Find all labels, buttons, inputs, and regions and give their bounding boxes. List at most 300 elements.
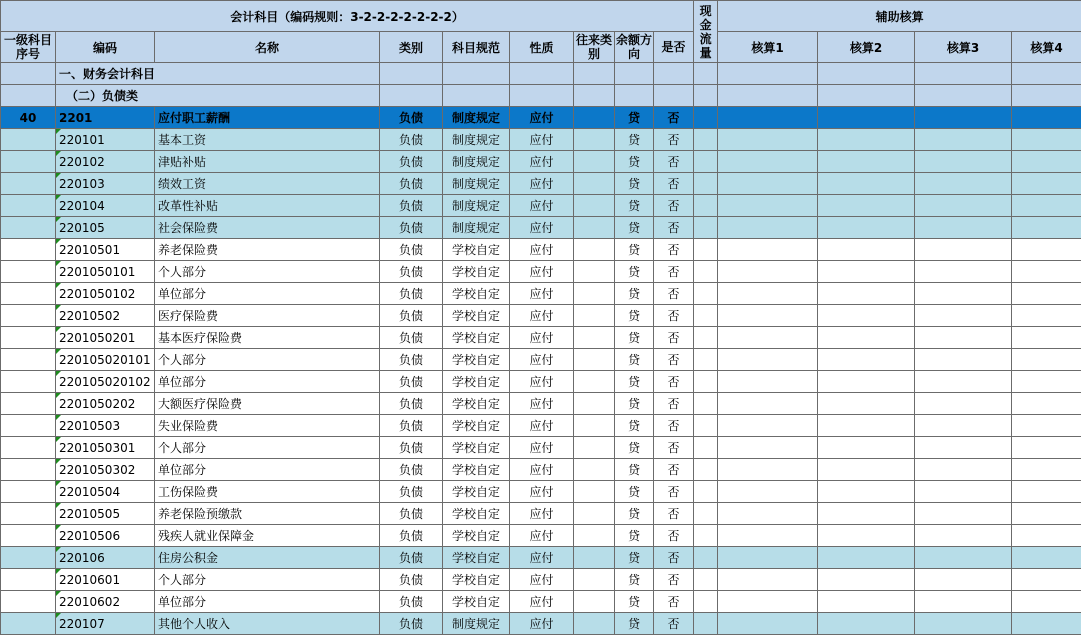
rule-cell[interactable]: 制度规定 xyxy=(443,613,510,635)
balance-direction-cell[interactable]: 贷 xyxy=(615,547,654,569)
acc3-cell[interactable] xyxy=(915,591,1012,613)
contact-cell[interactable] xyxy=(574,239,615,261)
contact-cell[interactable] xyxy=(574,503,615,525)
table-row[interactable] xyxy=(1,239,1081,261)
rule-cell[interactable]: 学校自定 xyxy=(443,525,510,547)
level1-no-cell[interactable] xyxy=(1,569,56,591)
code-cell[interactable]: 2201050301 xyxy=(56,437,155,459)
acc2-cell[interactable] xyxy=(818,283,915,305)
name-cell[interactable]: 津贴补贴 xyxy=(155,151,380,173)
name-cell[interactable]: 失业保险费 xyxy=(155,415,380,437)
nature-cell[interactable]: 应付 xyxy=(510,349,574,371)
acc3-cell[interactable] xyxy=(915,173,1012,195)
rule-cell[interactable]: 制度规定 xyxy=(443,195,510,217)
name-cell[interactable]: 残疾人就业保障金 xyxy=(155,525,380,547)
category-cell[interactable]: 负债 xyxy=(380,151,443,173)
category-cell[interactable]: 负债 xyxy=(380,525,443,547)
level1-no-cell[interactable]: 40 xyxy=(1,107,56,129)
yes-no-cell[interactable] xyxy=(694,569,718,591)
rule-cell[interactable]: 学校自定 xyxy=(443,547,510,569)
cash-flow-cell[interactable]: 否 xyxy=(654,503,694,525)
cash-flow-cell[interactable]: 否 xyxy=(654,437,694,459)
cash-flow-cell[interactable]: 否 xyxy=(654,129,694,151)
name-cell[interactable]: 大额医疗保险费 xyxy=(155,393,380,415)
balance-direction-cell[interactable]: 贷 xyxy=(615,437,654,459)
nature-cell[interactable]: 应付 xyxy=(510,437,574,459)
acc3-cell[interactable] xyxy=(915,195,1012,217)
level1-no-cell[interactable] xyxy=(1,129,56,151)
yes-no-cell[interactable] xyxy=(694,349,718,371)
level1-no-cell[interactable] xyxy=(1,261,56,283)
cash-flow-cell[interactable]: 否 xyxy=(654,327,694,349)
acc3-cell[interactable] xyxy=(915,393,1012,415)
name-cell[interactable]: 绩效工资 xyxy=(155,173,380,195)
rule-cell[interactable]: 制度规定 xyxy=(443,107,510,129)
level1-no-cell[interactable] xyxy=(1,239,56,261)
level1-no-cell[interactable] xyxy=(1,371,56,393)
name-cell[interactable]: 单位部分 xyxy=(155,371,380,393)
code-cell[interactable]: 220105 xyxy=(56,217,155,239)
nature-cell[interactable]: 应付 xyxy=(510,129,574,151)
balance-direction-cell[interactable]: 贷 xyxy=(615,173,654,195)
cash-flow-cell[interactable]: 否 xyxy=(654,261,694,283)
acc2-cell[interactable] xyxy=(818,371,915,393)
level1-no-cell[interactable] xyxy=(1,503,56,525)
table-row[interactable] xyxy=(1,415,1081,437)
cash-flow-cell[interactable]: 否 xyxy=(654,525,694,547)
contact-cell[interactable] xyxy=(574,371,615,393)
name-cell[interactable]: 个人部分 xyxy=(155,349,380,371)
acc3-cell[interactable] xyxy=(915,283,1012,305)
yes-no-cell[interactable] xyxy=(694,151,718,173)
rule-cell[interactable]: 学校自定 xyxy=(443,569,510,591)
category-cell[interactable]: 负债 xyxy=(380,107,443,129)
yes-no-cell[interactable] xyxy=(694,173,718,195)
name-cell[interactable]: 社会保险费 xyxy=(155,217,380,239)
level1-no-cell[interactable] xyxy=(1,591,56,613)
acc4-cell[interactable] xyxy=(1012,371,1081,393)
code-cell[interactable]: 2201 xyxy=(56,107,155,129)
yes-no-cell[interactable] xyxy=(694,195,718,217)
acc4-cell[interactable] xyxy=(1012,129,1081,151)
nature-cell[interactable]: 应付 xyxy=(510,327,574,349)
acc1-cell[interactable] xyxy=(718,305,818,327)
contact-cell[interactable] xyxy=(574,591,615,613)
acc4-cell[interactable] xyxy=(1012,481,1081,503)
balance-direction-cell[interactable]: 贷 xyxy=(615,107,654,129)
code-cell[interactable]: 2201050201 xyxy=(56,327,155,349)
nature-cell[interactable]: 应付 xyxy=(510,107,574,129)
cash-flow-cell[interactable]: 否 xyxy=(654,107,694,129)
balance-direction-cell[interactable]: 贷 xyxy=(615,217,654,239)
level1-no-cell[interactable] xyxy=(1,459,56,481)
code-cell[interactable]: 220107 xyxy=(56,613,155,635)
acc1-cell[interactable] xyxy=(718,239,818,261)
acc1-cell[interactable] xyxy=(718,261,818,283)
contact-cell[interactable] xyxy=(574,173,615,195)
name-cell[interactable]: 个人部分 xyxy=(155,437,380,459)
contact-cell[interactable] xyxy=(574,481,615,503)
cash-flow-cell[interactable]: 否 xyxy=(654,283,694,305)
category-cell[interactable]: 负债 xyxy=(380,459,443,481)
code-cell[interactable]: 220101 xyxy=(56,129,155,151)
category-cell[interactable]: 负债 xyxy=(380,129,443,151)
name-cell[interactable]: 单位部分 xyxy=(155,591,380,613)
acc3-cell[interactable] xyxy=(915,415,1012,437)
acc1-cell[interactable] xyxy=(718,525,818,547)
acc2-cell[interactable] xyxy=(818,129,915,151)
name-cell[interactable]: 基本工资 xyxy=(155,129,380,151)
table-row[interactable] xyxy=(1,525,1081,547)
acc2-cell[interactable] xyxy=(818,503,915,525)
level1-no-cell[interactable] xyxy=(1,173,56,195)
category-cell[interactable]: 负债 xyxy=(380,305,443,327)
acc4-cell[interactable] xyxy=(1012,459,1081,481)
contact-cell[interactable] xyxy=(574,261,615,283)
acc1-cell[interactable] xyxy=(718,349,818,371)
nature-cell[interactable]: 应付 xyxy=(510,239,574,261)
acc1-cell[interactable] xyxy=(718,173,818,195)
code-cell[interactable]: 220104 xyxy=(56,195,155,217)
table-row[interactable] xyxy=(1,547,1081,569)
acc2-cell[interactable] xyxy=(818,547,915,569)
name-cell[interactable]: 医疗保险费 xyxy=(155,305,380,327)
category-cell[interactable]: 负债 xyxy=(380,371,443,393)
nature-cell[interactable]: 应付 xyxy=(510,569,574,591)
level1-no-cell[interactable] xyxy=(1,547,56,569)
category-cell[interactable]: 负债 xyxy=(380,481,443,503)
category-cell[interactable]: 负债 xyxy=(380,217,443,239)
nature-cell[interactable]: 应付 xyxy=(510,371,574,393)
balance-direction-cell[interactable]: 贷 xyxy=(615,415,654,437)
acc4-cell[interactable] xyxy=(1012,151,1081,173)
category-cell[interactable]: 负债 xyxy=(380,503,443,525)
balance-direction-cell[interactable]: 贷 xyxy=(615,393,654,415)
table-row[interactable] xyxy=(1,327,1081,349)
balance-direction-cell[interactable]: 贷 xyxy=(615,129,654,151)
acc4-cell[interactable] xyxy=(1012,613,1081,635)
level1-no-cell[interactable] xyxy=(1,437,56,459)
balance-direction-cell[interactable]: 贷 xyxy=(615,327,654,349)
yes-no-cell[interactable] xyxy=(694,591,718,613)
contact-cell[interactable] xyxy=(574,129,615,151)
acc3-cell[interactable] xyxy=(915,481,1012,503)
contact-cell[interactable] xyxy=(574,151,615,173)
level1-no-cell[interactable] xyxy=(1,217,56,239)
category-cell[interactable]: 负债 xyxy=(380,415,443,437)
category-cell[interactable]: 负债 xyxy=(380,569,443,591)
table-row[interactable] xyxy=(1,371,1081,393)
contact-cell[interactable] xyxy=(574,349,615,371)
cash-flow-cell[interactable]: 否 xyxy=(654,195,694,217)
nature-cell[interactable]: 应付 xyxy=(510,393,574,415)
cash-flow-cell[interactable]: 否 xyxy=(654,173,694,195)
acc1-cell[interactable] xyxy=(718,283,818,305)
acc1-cell[interactable] xyxy=(718,129,818,151)
contact-cell[interactable] xyxy=(574,415,615,437)
nature-cell[interactable]: 应付 xyxy=(510,151,574,173)
rule-cell[interactable]: 学校自定 xyxy=(443,239,510,261)
name-cell[interactable]: 个人部分 xyxy=(155,569,380,591)
table-row[interactable] xyxy=(1,503,1081,525)
name-cell[interactable]: 应付职工薪酬 xyxy=(155,107,380,129)
rule-cell[interactable]: 学校自定 xyxy=(443,261,510,283)
nature-cell[interactable]: 应付 xyxy=(510,261,574,283)
code-cell[interactable]: 22010505 xyxy=(56,503,155,525)
acc4-cell[interactable] xyxy=(1012,107,1081,129)
cash-flow-cell[interactable]: 否 xyxy=(654,217,694,239)
acc2-cell[interactable] xyxy=(818,393,915,415)
contact-cell[interactable] xyxy=(574,613,615,635)
category-cell[interactable]: 负债 xyxy=(380,173,443,195)
table-row[interactable] xyxy=(1,437,1081,459)
code-cell[interactable]: 220105020102 xyxy=(56,371,155,393)
cash-flow-cell[interactable]: 否 xyxy=(654,547,694,569)
acc2-cell[interactable] xyxy=(818,481,915,503)
category-cell[interactable]: 负债 xyxy=(380,349,443,371)
nature-cell[interactable]: 应付 xyxy=(510,547,574,569)
yes-no-cell[interactable] xyxy=(694,503,718,525)
code-cell[interactable]: 22010602 xyxy=(56,591,155,613)
yes-no-cell[interactable] xyxy=(694,239,718,261)
cash-flow-cell[interactable]: 否 xyxy=(654,239,694,261)
contact-cell[interactable] xyxy=(574,107,615,129)
rule-cell[interactable]: 学校自定 xyxy=(443,305,510,327)
yes-no-cell[interactable] xyxy=(694,327,718,349)
acc3-cell[interactable] xyxy=(915,349,1012,371)
yes-no-cell[interactable] xyxy=(694,525,718,547)
balance-direction-cell[interactable]: 贷 xyxy=(615,613,654,635)
acc2-cell[interactable] xyxy=(818,349,915,371)
level1-no-cell[interactable] xyxy=(1,393,56,415)
category-cell[interactable]: 负债 xyxy=(380,393,443,415)
acc3-cell[interactable] xyxy=(915,261,1012,283)
nature-cell[interactable]: 应付 xyxy=(510,415,574,437)
acc3-cell[interactable] xyxy=(915,459,1012,481)
level1-no-cell[interactable] xyxy=(1,151,56,173)
acc1-cell[interactable] xyxy=(718,481,818,503)
acc1-cell[interactable] xyxy=(718,591,818,613)
acc3-cell[interactable] xyxy=(915,525,1012,547)
balance-direction-cell[interactable]: 贷 xyxy=(615,459,654,481)
rule-cell[interactable]: 学校自定 xyxy=(443,283,510,305)
rule-cell[interactable]: 学校自定 xyxy=(443,459,510,481)
table-row[interactable] xyxy=(1,217,1081,239)
cash-flow-cell[interactable]: 否 xyxy=(654,613,694,635)
acc4-cell[interactable] xyxy=(1012,525,1081,547)
name-cell[interactable]: 单位部分 xyxy=(155,459,380,481)
acc3-cell[interactable] xyxy=(915,107,1012,129)
rule-cell[interactable]: 学校自定 xyxy=(443,371,510,393)
table-row[interactable] xyxy=(1,151,1081,173)
name-cell[interactable]: 改革性补贴 xyxy=(155,195,380,217)
rule-cell[interactable]: 学校自定 xyxy=(443,349,510,371)
acc2-cell[interactable] xyxy=(818,151,915,173)
category-cell[interactable]: 负债 xyxy=(380,239,443,261)
acc3-cell[interactable] xyxy=(915,217,1012,239)
table-row[interactable] xyxy=(1,283,1081,305)
acc1-cell[interactable] xyxy=(718,569,818,591)
name-cell[interactable]: 单位部分 xyxy=(155,283,380,305)
rule-cell[interactable]: 制度规定 xyxy=(443,129,510,151)
contact-cell[interactable] xyxy=(574,437,615,459)
acc3-cell[interactable] xyxy=(915,327,1012,349)
acc4-cell[interactable] xyxy=(1012,327,1081,349)
code-cell[interactable]: 22010501 xyxy=(56,239,155,261)
table-row[interactable] xyxy=(1,459,1081,481)
acc3-cell[interactable] xyxy=(915,503,1012,525)
contact-cell[interactable] xyxy=(574,547,615,569)
acc2-cell[interactable] xyxy=(818,107,915,129)
category-cell[interactable]: 负债 xyxy=(380,327,443,349)
acc1-cell[interactable] xyxy=(718,415,818,437)
contact-cell[interactable] xyxy=(574,305,615,327)
acc3-cell[interactable] xyxy=(915,239,1012,261)
cash-flow-cell[interactable]: 否 xyxy=(654,481,694,503)
cash-flow-cell[interactable]: 否 xyxy=(654,591,694,613)
level1-no-cell[interactable] xyxy=(1,327,56,349)
balance-direction-cell[interactable]: 贷 xyxy=(615,503,654,525)
yes-no-cell[interactable] xyxy=(694,217,718,239)
acc2-cell[interactable] xyxy=(818,525,915,547)
cash-flow-cell[interactable]: 否 xyxy=(654,415,694,437)
balance-direction-cell[interactable]: 贷 xyxy=(615,349,654,371)
acc4-cell[interactable] xyxy=(1012,217,1081,239)
contact-cell[interactable] xyxy=(574,393,615,415)
contact-cell[interactable] xyxy=(574,569,615,591)
balance-direction-cell[interactable]: 贷 xyxy=(615,305,654,327)
level1-no-cell[interactable] xyxy=(1,195,56,217)
cash-flow-cell[interactable]: 否 xyxy=(654,305,694,327)
yes-no-cell[interactable] xyxy=(694,613,718,635)
table-row[interactable] xyxy=(1,261,1081,283)
balance-direction-cell[interactable]: 贷 xyxy=(615,591,654,613)
balance-direction-cell[interactable]: 贷 xyxy=(615,151,654,173)
cash-flow-cell[interactable]: 否 xyxy=(654,151,694,173)
contact-cell[interactable] xyxy=(574,459,615,481)
acc2-cell[interactable] xyxy=(818,195,915,217)
acc1-cell[interactable] xyxy=(718,393,818,415)
table-row[interactable] xyxy=(1,195,1081,217)
acc2-cell[interactable] xyxy=(818,591,915,613)
acc1-cell[interactable] xyxy=(718,503,818,525)
table-row[interactable] xyxy=(1,393,1081,415)
acc4-cell[interactable] xyxy=(1012,547,1081,569)
nature-cell[interactable]: 应付 xyxy=(510,459,574,481)
acc3-cell[interactable] xyxy=(915,613,1012,635)
acc3-cell[interactable] xyxy=(915,569,1012,591)
code-cell[interactable]: 2201050302 xyxy=(56,459,155,481)
contact-cell[interactable] xyxy=(574,217,615,239)
acc4-cell[interactable] xyxy=(1012,305,1081,327)
acc1-cell[interactable] xyxy=(718,195,818,217)
acc3-cell[interactable] xyxy=(915,129,1012,151)
code-cell[interactable]: 22010503 xyxy=(56,415,155,437)
yes-no-cell[interactable] xyxy=(694,305,718,327)
balance-direction-cell[interactable]: 贷 xyxy=(615,283,654,305)
acc1-cell[interactable] xyxy=(718,217,818,239)
acc4-cell[interactable] xyxy=(1012,283,1081,305)
category-cell[interactable]: 负债 xyxy=(380,261,443,283)
contact-cell[interactable] xyxy=(574,525,615,547)
code-cell[interactable]: 220105020101 xyxy=(56,349,155,371)
rule-cell[interactable]: 学校自定 xyxy=(443,591,510,613)
level1-no-cell[interactable] xyxy=(1,613,56,635)
yes-no-cell[interactable] xyxy=(694,481,718,503)
balance-direction-cell[interactable]: 贷 xyxy=(615,261,654,283)
table-row[interactable] xyxy=(1,305,1081,327)
rule-cell[interactable]: 制度规定 xyxy=(443,173,510,195)
name-cell[interactable]: 住房公积金 xyxy=(155,547,380,569)
level1-no-cell[interactable] xyxy=(1,349,56,371)
balance-direction-cell[interactable]: 贷 xyxy=(615,371,654,393)
yes-no-cell[interactable] xyxy=(694,437,718,459)
acc4-cell[interactable] xyxy=(1012,349,1081,371)
balance-direction-cell[interactable]: 贷 xyxy=(615,195,654,217)
table-row[interactable] xyxy=(1,613,1081,635)
acc4-cell[interactable] xyxy=(1012,239,1081,261)
category-cell[interactable]: 负债 xyxy=(380,613,443,635)
table-row[interactable] xyxy=(1,481,1081,503)
acc2-cell[interactable] xyxy=(818,305,915,327)
contact-cell[interactable] xyxy=(574,283,615,305)
rule-cell[interactable]: 学校自定 xyxy=(443,393,510,415)
balance-direction-cell[interactable]: 贷 xyxy=(615,569,654,591)
level1-no-cell[interactable] xyxy=(1,283,56,305)
acc1-cell[interactable] xyxy=(718,459,818,481)
acc2-cell[interactable] xyxy=(818,261,915,283)
name-cell[interactable]: 其他个人收入 xyxy=(155,613,380,635)
level1-no-cell[interactable] xyxy=(1,525,56,547)
code-cell[interactable]: 220106 xyxy=(56,547,155,569)
table-row[interactable] xyxy=(1,129,1081,151)
yes-no-cell[interactable] xyxy=(694,129,718,151)
nature-cell[interactable]: 应付 xyxy=(510,503,574,525)
yes-no-cell[interactable] xyxy=(694,415,718,437)
code-cell[interactable]: 2201050202 xyxy=(56,393,155,415)
yes-no-cell[interactable] xyxy=(694,547,718,569)
acc4-cell[interactable] xyxy=(1012,437,1081,459)
acc2-cell[interactable] xyxy=(818,415,915,437)
rule-cell[interactable]: 学校自定 xyxy=(443,481,510,503)
yes-no-cell[interactable] xyxy=(694,261,718,283)
code-cell[interactable]: 22010506 xyxy=(56,525,155,547)
nature-cell[interactable]: 应付 xyxy=(510,173,574,195)
acc4-cell[interactable] xyxy=(1012,393,1081,415)
level1-no-cell[interactable] xyxy=(1,481,56,503)
acc2-cell[interactable] xyxy=(818,239,915,261)
table-row[interactable] xyxy=(1,569,1081,591)
table-row[interactable] xyxy=(1,349,1081,371)
acc2-cell[interactable] xyxy=(818,217,915,239)
acc1-cell[interactable] xyxy=(718,151,818,173)
rule-cell[interactable]: 学校自定 xyxy=(443,415,510,437)
name-cell[interactable]: 养老保险费 xyxy=(155,239,380,261)
yes-no-cell[interactable] xyxy=(694,459,718,481)
level1-no-cell[interactable] xyxy=(1,305,56,327)
category-cell[interactable]: 负债 xyxy=(380,591,443,613)
acc1-cell[interactable] xyxy=(718,613,818,635)
code-cell[interactable]: 2201050102 xyxy=(56,283,155,305)
rule-cell[interactable]: 学校自定 xyxy=(443,437,510,459)
acc4-cell[interactable] xyxy=(1012,503,1081,525)
acc4-cell[interactable] xyxy=(1012,173,1081,195)
code-cell[interactable]: 220102 xyxy=(56,151,155,173)
acc1-cell[interactable] xyxy=(718,547,818,569)
table-row[interactable] xyxy=(1,591,1081,613)
name-cell[interactable]: 养老保险预缴款 xyxy=(155,503,380,525)
name-cell[interactable]: 工伤保险费 xyxy=(155,481,380,503)
